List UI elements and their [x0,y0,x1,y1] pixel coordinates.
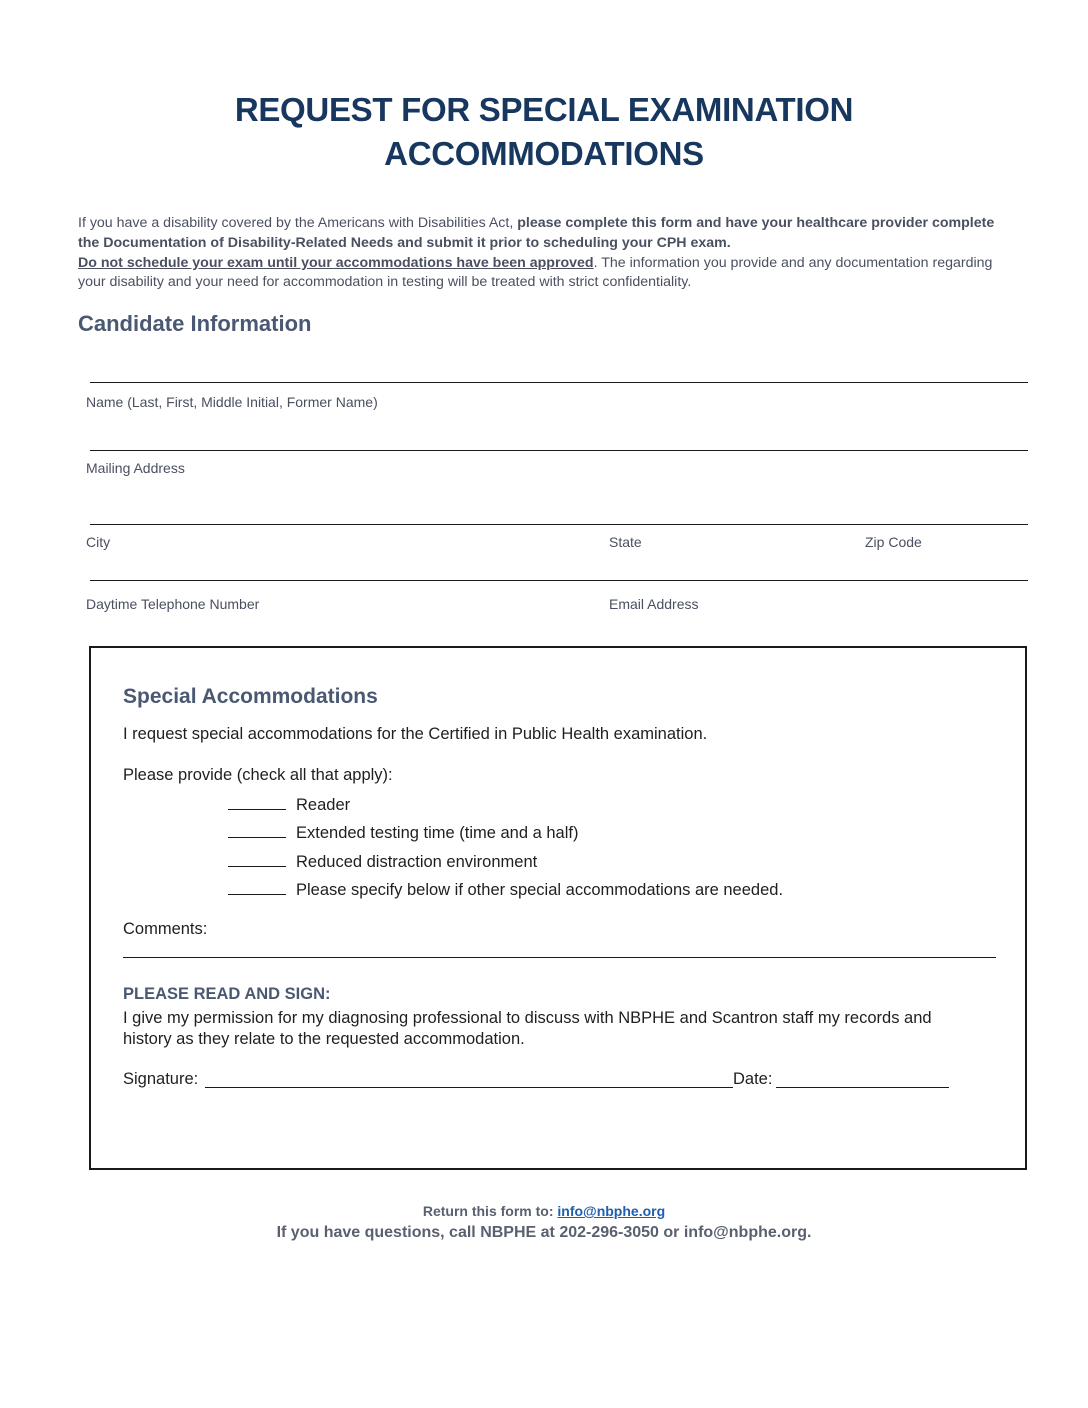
city-field-label: City [86,534,111,550]
option-label: Please specify below if other special accommodations are needed. [296,881,784,899]
option-label: Reduced distraction environment [296,853,538,871]
comments-label: Comments: [123,920,208,938]
intro-bold-text: please complete this form and have your healthcare provider complete the Documentation of Disability-Related Needs and submit it prior to scheduling your CPH exam. [78,215,995,251]
title-line-2: ACCOMMODATIONS [384,135,704,172]
option-label: Extended testing time (time and a half) [296,824,579,842]
permission-text: I give my permission for my diagnosing professional to discuss with NBPHE and Scantron staff my records and history as they relate to the requested accommodation. [123,1009,932,1048]
zip-field-label: Zip Code [865,534,922,550]
phone-field-label: Daytime Telephone Number [86,596,260,612]
checkbox-blank[interactable] [228,822,286,838]
candidate-heading: Candidate Information [78,311,312,336]
title-line-1: REQUEST FOR SPECIAL EXAMINATION [234,91,854,128]
return-email-link[interactable]: info@nbphe.org [557,1203,666,1219]
state-field-label: State [609,534,642,550]
address-field-label: Mailing Address [86,460,185,476]
accommodations-heading: Special Accommodations [123,685,378,708]
intro-paragraph [78,214,1018,293]
option-extended-time[interactable] [228,822,578,843]
option-other[interactable] [228,879,783,900]
questions-line: If you have questions, call NBPHE at 202-296-3050 or info@nbphe.org. [276,1224,812,1241]
signature-label: Signature: [123,1070,199,1088]
comments-line[interactable] [123,957,996,958]
request-text: I request special accommodations for the Certified in Public Health examination. [123,725,708,743]
checkbox-blank[interactable] [228,879,286,895]
checkbox-blank[interactable] [228,851,286,867]
return-line [0,1203,1088,1219]
return-label: Return this form to: [422,1203,558,1219]
date-line[interactable] [776,1087,949,1088]
intro-text-1: If you have a disability covered by the Americans with Disabilities Act, [78,215,518,231]
provide-text: Please provide (check all that apply): [123,766,393,784]
page-title [0,88,1088,176]
intro-underline-text: Do not schedule your exam until your accommodations have been approved [78,254,594,271]
option-label: Reader [296,796,351,814]
phone-email-line[interactable] [90,580,1028,581]
checkbox-blank[interactable] [228,794,286,810]
signature-line[interactable] [205,1087,733,1088]
name-field-line[interactable] [90,382,1028,383]
sign-heading: PLEASE READ AND SIGN: [123,985,331,1003]
option-reader[interactable] [228,794,350,815]
address-field-line[interactable] [90,450,1028,451]
email-field-label: Email Address [609,596,699,612]
option-reduced-distraction[interactable] [228,851,537,872]
intro-text-2: . The information you provide and any documentation regarding your disability and your need for accommodation in testing will be treated with strict confidentiality. [78,254,993,291]
name-field-label: Name (Last, First, Middle Initial, Former Name) [86,394,378,410]
date-label: Date: [733,1070,773,1088]
city-state-zip-line[interactable] [90,524,1028,525]
